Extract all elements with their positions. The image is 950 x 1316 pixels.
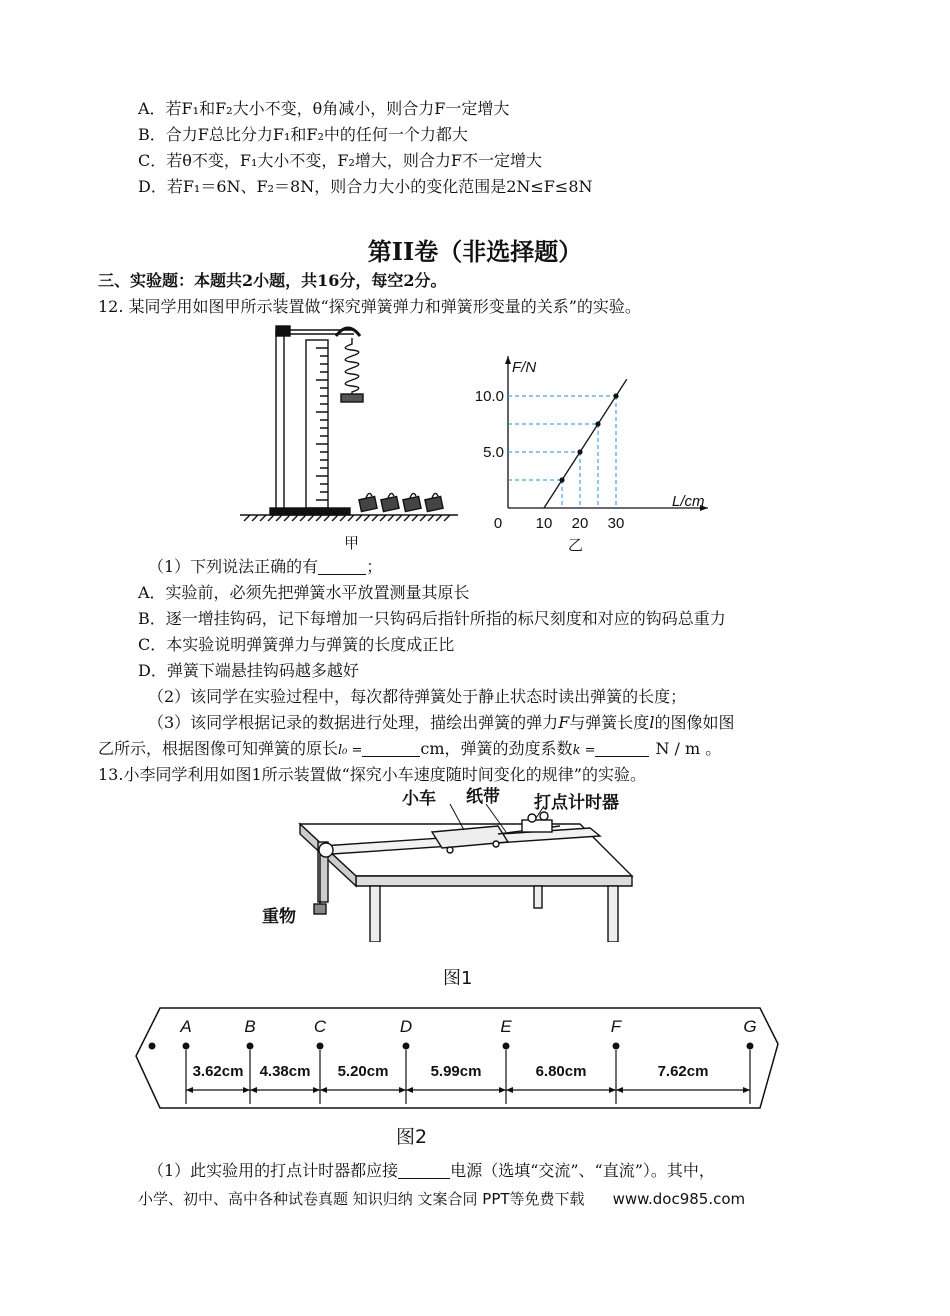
data-point [613,393,618,398]
fig1-caption: 图1 [443,968,473,989]
x-tick-label: 20 [571,515,589,532]
x-tick-label: 10 [535,515,553,532]
tape-point-label: A [180,1017,192,1036]
tape-point-label: F [610,1017,622,1036]
q11-option-a: A．若F₁和F₂大小不变，θ角减小，则合力F一定增大 [138,99,510,118]
data-line [544,379,627,508]
tape-point-label: C [313,1017,327,1036]
y-axis-label: F/N [512,359,537,376]
tape-dot [247,1043,254,1050]
q12-part1-blank [318,556,366,575]
q12-stem: 12. 某同学用如图甲所示装置做“探究弹簧弹力和弹簧形变量的关系”的实验。 [98,297,641,316]
q11-option-b: B．合力F总比分力F₁和F₂中的任何一个力都大 [138,125,468,144]
y-tick-label: 10.0 [474,388,504,405]
q13-part1-text-a: （1）此实验用的打点计时器都应接 [148,1161,399,1180]
tape-point-label: B [244,1017,256,1036]
section-heading: 三、实验题：本题共2小题，共16分，每空2分。 [98,271,447,290]
q12-part1-text: （1）下列说法正确的有 [148,557,319,576]
x-tick-label: 30 [607,515,625,532]
force-length-graph [468,348,728,532]
q12-part3-text-b: 与弹簧长度 [569,713,650,732]
tape-label: 纸带 [466,787,500,806]
distance-label: 7.62cm [657,1063,709,1080]
q12-part3-text-c: 的图像如图 [654,713,735,732]
spring-apparatus-figure [236,318,462,548]
tape-point-label: D [399,1017,413,1036]
q12-option-a: A．实验前，必须先把弹簧水平放置测量其原长 [138,583,470,602]
car-label: 小车 [402,789,436,808]
fig2-caption: 图2 [396,1126,428,1148]
y-tick-label: 5.0 [483,444,504,461]
q12-part3-var-l0: l₀ = [338,743,363,758]
q13-part1-text-b: 电源（选填“交流”、“直流”）。其中， [450,1161,715,1180]
q13-part1 [148,1160,715,1182]
paper-tape-figure [130,1004,790,1112]
footer-text: 小学、初中、高中各种试卷真题 知识归纳 文案合同 PPT等免费下载 [138,1190,585,1208]
data-point [595,421,600,426]
tape-dot [317,1043,324,1050]
q12-part2: （2）该同学在实验过程中，每次都待弹簧处于静止状态时读出弹簧的长度； [148,687,687,706]
y-axis-arrow [505,356,511,364]
x-axis-label: L/cm [672,493,705,510]
q11-option-d: D．若F₁＝6N、F₂＝8N，则合力大小的变化范围是2N≤F≤8N [138,177,593,196]
weight-label: 重物 [262,907,296,926]
distance-label: 3.62cm [192,1063,244,1080]
q13-stem: 13.小李同学利用如图1所示装置做“探究小车速度随时间变化的规律”的实验。 [98,765,646,784]
figure-yi-label: 乙 [568,536,584,554]
q12-option-b: B．逐一增挂钩码，记下每增加一只钩码后指针所指的标尺刻度和对应的钩码总重力 [138,609,726,628]
q12-part3-var-k: k = [572,743,596,758]
q12-l0-blank [362,738,420,757]
q12-option-c: C．本实验说明弹簧弹力与弹簧的长度成正比 [138,635,455,654]
data-point [577,449,582,454]
tape-dot [503,1043,510,1050]
q12-part1-end: ； [366,557,383,576]
tape-outline [136,1008,778,1108]
distance-label: 6.80cm [535,1063,587,1080]
tape-dot [613,1043,620,1050]
distance-label: 4.38cm [259,1063,311,1080]
q12-part3-text-d: 乙所示，根据图像可知弹簧的原长 [98,739,339,758]
timer-label: 打点计时器 [534,793,619,812]
distance-label: 5.99cm [430,1063,482,1080]
q12-part3-text-f: N / m 。 [655,739,722,758]
q12-option-d: D．弹簧下端悬挂钩码越多越好 [138,661,359,680]
q12-part3-line1 [148,712,734,734]
q12-part3-var-l: l [649,713,655,732]
q12-k-blank [595,738,649,757]
tape-dot [183,1043,190,1050]
section-title: 第II卷（非选择题） [367,237,583,266]
footer-url[interactable]: www.doc985.com [612,1190,746,1208]
footer [138,1188,745,1209]
cart-table-figure [260,786,640,942]
tape-dot [403,1043,410,1050]
tape-point-label: E [500,1017,512,1036]
q12-part1 [148,556,382,578]
q13-part1-blank [398,1160,450,1179]
figure-jia-label: 甲 [344,534,360,552]
tape-point-label: G [743,1017,757,1036]
data-point [559,477,564,482]
tape-dot [747,1043,754,1050]
q12-part3-line2 [98,738,721,762]
q12-part3-text-a: （3）该同学根据记录的数据进行处理，描绘出弹簧的弹力 [148,713,559,732]
q11-option-c: C．若θ不变，F₁大小不变，F₂增大，则合力F不一定增大 [138,151,543,170]
distance-label: 5.20cm [337,1063,389,1080]
q12-part3-var-f: F [558,713,570,732]
origin-label: 0 [493,515,503,532]
q12-part3-text-e: cm，弹簧的劲度系数 [420,739,573,758]
tape-dot-extra [149,1043,156,1050]
